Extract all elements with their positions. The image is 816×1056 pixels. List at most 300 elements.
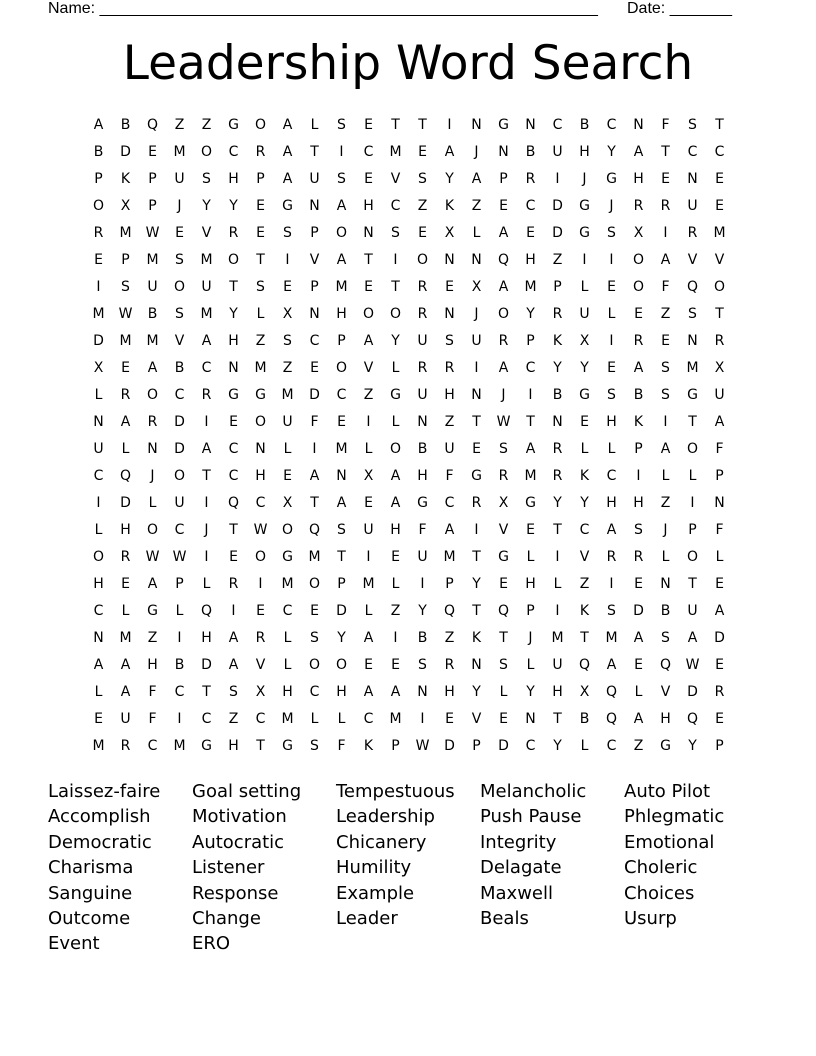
grid-letter: L [526,548,535,565]
grid-row [85,462,733,489]
grid-letter: J [582,170,587,187]
grid-letter: G [498,548,509,565]
grid-letter: P [688,521,697,538]
word-column [192,779,336,957]
grid-letter: V [174,332,185,349]
grid-letter: A [633,359,644,376]
grid-letter: S [283,332,292,349]
grid-letter: G [282,737,293,754]
grid-letter: P [121,251,130,268]
grid-letter: I [582,251,587,268]
grid-letter: W [415,737,430,754]
grid-letter: Z [471,197,482,214]
grid-letter: V [390,170,401,187]
grid-row [85,192,733,219]
grid-letter: T [472,602,481,619]
grid-letter: Y [472,575,481,592]
grid-letter: U [363,521,374,538]
word-item: Humility [336,857,412,879]
grid-letter: L [607,440,616,457]
grid-letter: Y [607,143,616,160]
grid-letter: J [474,143,479,160]
grid-letter: N [444,251,455,268]
grid-letter: U [282,413,293,430]
grid-letter: P [445,575,454,592]
grid-letter: O [362,305,375,322]
grid-letter: M [92,305,105,322]
grid-letter: R [417,359,428,376]
grid-letter: V [687,251,698,268]
grid-letter: M [146,251,159,268]
grid-letter: E [229,548,238,565]
grid-letter: A [336,494,347,511]
grid-letter: R [255,143,266,160]
grid-letter: N [336,467,347,484]
grid-letter: E [634,656,643,673]
grid-letter: Z [633,737,644,754]
grid-letter: H [147,656,158,673]
word-item: Example [336,882,415,904]
grid-letter: I [528,386,533,403]
grid-letter: E [283,278,292,295]
grid-letter: G [471,467,482,484]
grid-letter: D [174,413,185,430]
grid-letter: T [688,413,697,430]
grid-letter: E [715,575,724,592]
grid-letter: M [281,710,294,727]
grid-letter: O [146,386,159,403]
grid-letter: S [337,521,346,538]
grid-row [85,246,733,273]
word-item: Leadership [336,806,435,828]
grid-row [85,489,733,516]
grid-letter: O [335,224,348,241]
grid-letter: I [420,710,425,727]
grid-letter: R [255,629,266,646]
grid-letter: E [94,710,103,727]
grid-letter: A [660,440,671,457]
word-column [624,779,768,931]
grid-letter: D [687,683,698,700]
grid-letter: S [229,683,238,700]
grid-letter: E [418,143,427,160]
grid-letter: N [552,413,563,430]
grid-letter: K [552,332,563,349]
grid-letter: O [92,548,105,565]
grid-letter: U [687,197,698,214]
word-item: Accomplish [48,806,151,828]
date-field-line[interactable]: Date: _______ [627,0,732,17]
grid-letter: O [632,251,645,268]
grid-row [85,435,733,462]
grid-letter: S [283,224,292,241]
word-item: Maxwell [480,882,554,904]
grid-letter: C [390,197,401,214]
word-item: Listener [192,857,265,879]
grid-letter: U [93,440,104,457]
grid-letter: Q [497,251,510,268]
grid-letter: Y [526,305,535,322]
grid-letter: M [119,224,132,241]
grid-letter: R [228,224,239,241]
grid-letter: I [96,278,101,295]
grid-letter: H [606,413,617,430]
grid-letter: R [633,197,644,214]
grid-letter: H [336,305,347,322]
grid-letter: N [525,116,536,133]
grid-letter: M [551,629,564,646]
grid-letter: L [283,656,292,673]
grid-letter: N [147,440,158,457]
grid-letter: M [92,737,105,754]
grid-letter: C [93,467,104,484]
grid-letter: A [498,359,509,376]
grid-letter: M [146,332,159,349]
grid-letter: E [499,197,508,214]
grid-letter: V [498,521,509,538]
grid-letter: S [607,224,616,241]
grid-letter: C [201,710,212,727]
grid-letter: Z [201,116,212,133]
grid-row [85,111,733,138]
grid-letter: I [204,548,209,565]
grid-letter: I [258,575,263,592]
grid-letter: L [364,602,373,619]
grid-letter: U [714,386,725,403]
grid-letter: P [472,737,481,754]
grid-row [85,381,733,408]
grid-letter: B [120,116,131,133]
grid-letter: J [528,629,533,646]
grid-letter: W [253,521,268,538]
grid-letter: Y [202,197,211,214]
grid-letter: D [120,143,131,160]
grid-letter: L [634,683,643,700]
grid-letter: J [204,521,209,538]
word-item: Emotional [624,831,715,853]
grid-letter: C [606,737,617,754]
grid-letter: R [444,359,455,376]
word-item: Change [192,907,261,929]
grid-letter: P [715,737,724,754]
grid-letter: T [688,575,697,592]
grid-letter: Q [200,602,213,619]
grid-letter: L [283,629,292,646]
grid-letter: E [661,332,670,349]
grid-letter: A [498,224,509,241]
grid-letter: E [607,278,616,295]
grid-letter: N [93,413,104,430]
grid-letter: Z [174,116,185,133]
grid-letter: Z [255,332,266,349]
grid-letter: H [93,575,104,592]
grid-letter: N [363,224,374,241]
grid-letter: G [228,386,239,403]
grid-letter: I [474,521,479,538]
grid-letter: B [579,710,590,727]
grid-letter: U [201,278,212,295]
grid-letter: O [173,278,186,295]
grid-letter: S [661,359,670,376]
grid-letter: L [283,440,292,457]
grid-letter: F [337,737,346,754]
grid-letter: V [363,359,374,376]
grid-letter: C [552,116,563,133]
word-item: Autocratic [192,831,285,853]
grid-letter: T [202,467,211,484]
grid-letter: X [471,278,482,295]
grid-letter: E [634,575,643,592]
grid-letter: U [174,170,185,187]
grid-letter: L [499,683,508,700]
grid-letter: A [147,575,158,592]
grid-letter: Z [417,197,428,214]
grid-letter: I [447,116,452,133]
grid-letter: M [254,359,267,376]
grid-letter: X [579,332,590,349]
grid-letter: M [362,575,375,592]
grid-letter: O [389,305,402,322]
grid-letter: H [606,494,617,511]
grid-letter: I [96,494,101,511]
grid-letter: L [607,305,616,322]
grid-letter: R [120,548,131,565]
grid-letter: O [713,278,726,295]
grid-letter: A [498,278,509,295]
grid-row [85,651,733,678]
grid-letter: T [418,116,427,133]
grid-letter: E [121,359,130,376]
grid-letter: P [148,197,157,214]
grid-letter: U [687,602,698,619]
grid-letter: O [92,197,105,214]
grid-letter: C [174,521,185,538]
grid-letter: R [498,332,509,349]
grid-letter: H [120,521,131,538]
grid-letter: E [580,413,589,430]
grid-letter: H [201,629,212,646]
grid-letter: U [471,332,482,349]
grid-letter: H [336,683,347,700]
grid-letter: M [281,575,294,592]
grid-letter: H [282,683,293,700]
grid-letter: P [391,737,400,754]
grid-letter: N [660,575,671,592]
grid-letter: Y [472,683,481,700]
grid-letter: T [472,548,481,565]
grid-letter: K [579,602,590,619]
grid-letter: L [202,575,211,592]
grid-letter: R [417,305,428,322]
grid-row [85,354,733,381]
grid-letter: A [336,197,347,214]
grid-letter: O [308,575,321,592]
grid-letter: F [715,521,724,538]
grid-letter: A [363,629,374,646]
grid-letter: U [552,143,563,160]
grid-letter: T [472,413,481,430]
grid-letter: P [175,575,184,592]
grid-letter: C [336,386,347,403]
grid-row [85,219,733,246]
grid-letter: A [201,440,212,457]
grid-letter: C [525,737,536,754]
grid-letter: A [525,440,536,457]
grid-letter: P [310,278,319,295]
name-date-line [48,0,748,20]
grid-letter: F [148,710,157,727]
grid-letter: A [471,170,482,187]
grid-letter: G [498,116,509,133]
word-bank [48,779,788,959]
grid-letter: O [632,278,645,295]
grid-letter: C [363,143,374,160]
grid-row [85,732,733,759]
grid-letter: E [364,494,373,511]
grid-letter: S [661,386,670,403]
grid-letter: A [120,683,131,700]
grid-letter: N [417,683,428,700]
grid-letter: X [93,359,104,376]
grid-letter: X [255,683,266,700]
grid-letter: I [609,332,614,349]
grid-letter: S [688,116,697,133]
grid-letter: R [120,386,131,403]
grid-letter: A [282,116,293,133]
grid-letter: C [444,494,455,511]
grid-letter: N [228,359,239,376]
grid-letter: L [310,710,319,727]
grid-letter: Q [659,656,672,673]
grid-letter: Z [552,251,563,268]
grid-letter: Q [119,467,132,484]
grid-letter: A [444,521,455,538]
grid-letter: V [471,710,482,727]
grid-letter: R [687,224,698,241]
grid-letter: I [366,548,371,565]
grid-letter: F [661,278,670,295]
grid-letter: G [255,386,266,403]
grid-letter: I [177,710,182,727]
grid-letter: N [309,197,320,214]
grid-letter: L [256,305,265,322]
grid-letter: L [391,575,400,592]
grid-letter: I [393,251,398,268]
grid-letter: C [309,683,320,700]
grid-letter: C [714,143,725,160]
grid-letter: D [552,224,563,241]
grid-letter: G [660,737,671,754]
grid-letter: H [579,143,590,160]
grid-letter: S [337,170,346,187]
grid-letter: C [606,467,617,484]
grid-letter: O [308,656,321,673]
word-item: Melancholic [480,781,587,802]
grid-letter: K [633,413,644,430]
grid-letter: M [200,251,213,268]
grid-letter: A [336,251,347,268]
grid-letter: F [310,413,319,430]
grid-letter: Z [444,413,455,430]
grid-letter: F [445,467,454,484]
grid-letter: A [714,602,725,619]
grid-letter: E [661,170,670,187]
grid-letter: E [715,710,724,727]
grid-letter: I [555,170,560,187]
grid-letter: L [391,413,400,430]
grid-letter: D [633,602,644,619]
grid-letter: Z [228,710,239,727]
grid-letter: S [121,278,130,295]
grid-letter: T [553,521,562,538]
grid-letter: Q [497,602,510,619]
grid-letter: G [228,116,239,133]
grid-letter: S [202,170,211,187]
grid-letter: R [606,548,617,565]
grid-letter: U [417,332,428,349]
grid-letter: H [390,521,401,538]
grid-letter: S [688,305,697,322]
grid-letter: B [417,440,428,457]
grid-letter: H [417,467,428,484]
grid-letter: C [606,116,617,133]
grid-letter: A [660,251,671,268]
grid-letter: E [715,170,724,187]
grid-letter: E [499,575,508,592]
grid-letter: Z [282,359,293,376]
grid-letter: O [254,413,267,430]
grid-letter: E [607,359,616,376]
grid-letter: R [417,278,428,295]
grid-letter: N [633,116,644,133]
grid-letter: V [255,656,266,673]
grid-letter: B [552,386,563,403]
grid-letter: I [609,575,614,592]
grid-letter: E [121,575,130,592]
grid-letter: A [444,143,455,160]
grid-letter: P [553,278,562,295]
grid-letter: C [363,710,374,727]
word-item: Goal setting [192,781,302,802]
letter-grid [85,111,733,759]
word-item: Tempestuous [336,781,455,802]
grid-letter: Y [391,332,400,349]
grid-letter: R [660,197,671,214]
grid-row [85,570,733,597]
word-item: Usurp [624,907,677,929]
grid-letter: H [444,683,455,700]
grid-letter: A [633,629,644,646]
grid-letter: Q [605,710,618,727]
grid-letter: Y [229,197,238,214]
grid-letter: J [663,521,668,538]
grid-letter: M [605,629,618,646]
grid-letter: D [309,386,320,403]
grid-letter: A [120,413,131,430]
grid-letter: M [335,278,348,295]
grid-letter: M [443,548,456,565]
grid-letter: F [148,683,157,700]
grid-letter: M [173,737,186,754]
grid-letter: R [120,737,131,754]
grid-letter: L [121,602,130,619]
grid-row [85,705,733,732]
name-field-line[interactable]: Name: ________________________________________________________ [48,0,598,17]
grid-letter: E [256,224,265,241]
grid-letter: D [714,629,725,646]
grid-letter: E [526,224,535,241]
grid-letter: Z [390,602,401,619]
